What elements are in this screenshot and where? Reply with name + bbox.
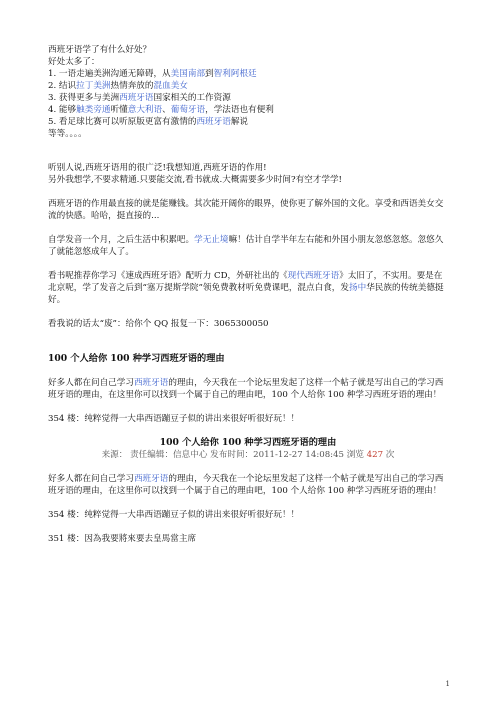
link-portuguese[interactable]: 葡萄牙语 bbox=[170, 105, 206, 115]
link-italian[interactable]: 意大利语 bbox=[127, 105, 163, 115]
section-heading: 100 个人给你 100 种学习西班牙语的理由 bbox=[48, 353, 225, 364]
link-spanish[interactable]: 西班牙语 bbox=[196, 117, 231, 127]
list-item: 2. 结识拉丁美洲热情奔放的混血美女 bbox=[48, 81, 188, 91]
link-chile-argentina[interactable]: 智利阿根廷 bbox=[213, 69, 257, 79]
paragraph: 看我说的话太“废”：给你个 QQ 报复一下：3065300050 bbox=[48, 319, 269, 329]
view-count: 427 bbox=[366, 450, 384, 460]
paragraph: 另外我想学,不要求精通.只要能交流,看书就成.大概需要多少时间?有空才学学! bbox=[48, 175, 342, 185]
list-item: 3. 获得更多与美洲西班牙语国家相关的工作资源 bbox=[48, 93, 231, 103]
list-item: 5. 看足球比赛可以听原版更富有激情的西班牙语解说 bbox=[48, 117, 249, 127]
paragraph: 好多人都在问自己学习西班牙语的理由，今天我在一个论坛里发起了这样一个帖子就是写出自己的学习西班牙语的理由，在这里你可以找到一个属于自己的理由吧，100 个人给你 100 种学习西班牙语的理由！ bbox=[48, 474, 444, 496]
link-spanish[interactable]: 西班牙语 bbox=[133, 474, 169, 484]
paragraph: 好多人都在问自己学习西班牙语的理由，今天我在一个论坛里发起了这样一个帖子就是写出自己的学习西班牙语的理由，在这里你可以找到一个属于自己的理由吧，100 个人给你 100 种学习西班牙语的理由！ bbox=[48, 378, 444, 400]
link-modern-spanish[interactable]: 现代西班牙语 bbox=[287, 271, 340, 281]
floor-reply: 351 楼：因為我要將來要去皇馬當主席 bbox=[48, 534, 197, 544]
link-yangzhong[interactable]: 扬中 bbox=[348, 283, 367, 293]
floor-reply: 354 楼：纯粹觉得一大串西语蹦豆子似的讲出来很好听很好玩！！ bbox=[48, 414, 300, 424]
link-spanish[interactable]: 西班牙语 bbox=[119, 93, 154, 103]
answer-intro: 好处太多了： bbox=[48, 57, 100, 67]
question-line: 西班牙语学了有什么好处？ bbox=[48, 45, 152, 55]
floor-reply: 354 楼：纯粹觉得一大串西语蹦豆子似的讲出来很好听很好玩！！ bbox=[48, 510, 300, 520]
list-item: 1. 一语走遍美洲沟通无障碍，从美国南部到智利阿根廷 bbox=[48, 69, 257, 79]
paragraph: 自学发音一个月，之后生活中积累吧。学无止境嘛！估计自学半年左右能和外国小朋友忽悠忽悠。忽悠久了就能忽悠成年人了。 bbox=[48, 235, 444, 257]
article-meta: 来源： 责任编辑：信息中心 发布时间：2011-12-27 14:08:45 浏览 427 次 bbox=[101, 450, 395, 460]
page-number: 1 bbox=[445, 680, 450, 688]
link-mixed-beauty[interactable]: 混血美女 bbox=[153, 81, 188, 91]
list-item: 4. 能够触类旁通听懂意大利语、葡萄牙语，学法语也有便利 bbox=[48, 105, 274, 115]
link-us-south[interactable]: 美国南部 bbox=[170, 69, 206, 79]
link-latin-america[interactable]: 拉丁美洲 bbox=[76, 81, 111, 91]
document-body bbox=[48, 44, 448, 545]
link-spanish[interactable]: 西班牙语 bbox=[133, 378, 169, 388]
link-analogy[interactable]: 触类旁通 bbox=[76, 105, 111, 115]
paragraph: 看书呢推荐你学习《速成西班牙语》配听力 CD，外研社出的《现代西班牙语》太旧了，不实用。要是在北京呢，学了发音之后到“塞万提斯学院”领免费教材听免费课吧，混点白食，发扬中华民族的传统美德挺好。 bbox=[48, 271, 444, 305]
etc-line: 等等。。。。 bbox=[48, 129, 87, 139]
paragraph: 听别人说,西班牙语用的很广泛!我想知道,西班牙语的作用! bbox=[48, 163, 267, 173]
paragraph: 西班牙语的作用最直接的就是能赚钱。其次能开阔你的眼界，使你更了解外国的文化。享受和西语美女交流的快感。哈哈，挺直接的... bbox=[48, 199, 444, 221]
article-title: 100 个人给你 100 种学习西班牙语的理由 bbox=[159, 437, 337, 448]
link-endless-learning[interactable]: 学无止境 bbox=[194, 235, 229, 245]
